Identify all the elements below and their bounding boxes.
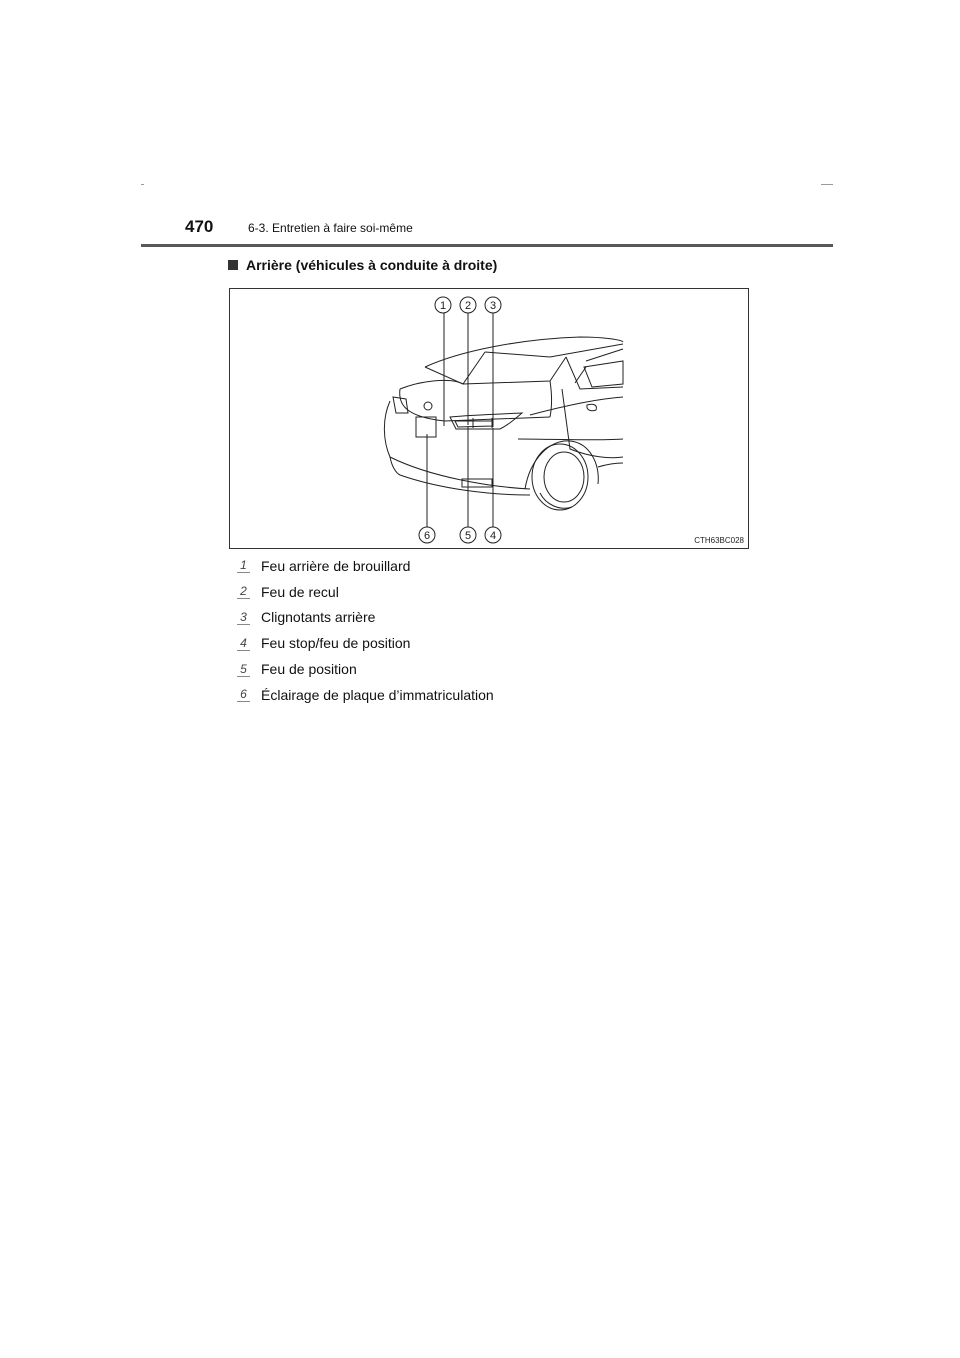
legend-text: Clignotants arrière <box>261 609 376 626</box>
callout-label-4: 4 <box>489 530 497 542</box>
legend-number: 6 <box>237 687 250 702</box>
legend-item <box>237 682 494 708</box>
legend-number: 5 <box>237 662 250 677</box>
figure-code: CTH63BC028 <box>694 536 744 545</box>
legend-text: Éclairage de plaque d’immatriculation <box>261 686 494 703</box>
legend-number: 4 <box>237 636 250 651</box>
legend-number: 1 <box>237 558 250 573</box>
legend-item <box>237 630 494 656</box>
legend-text: Feu de recul <box>261 583 339 600</box>
page-number: 470 <box>185 217 214 236</box>
legend-list <box>237 553 494 708</box>
callout-label-6: 6 <box>423 530 431 542</box>
square-bullet-icon <box>228 260 238 270</box>
legend-item <box>237 656 494 682</box>
legend-item <box>237 579 494 605</box>
legend-number: 3 <box>237 610 250 625</box>
section-title: 6-3. Entretien à faire soi-même <box>248 221 413 235</box>
header-rule <box>141 244 833 247</box>
car-rear-illustration <box>230 289 750 550</box>
section-heading-text: Arrière (véhicules à conduite à droite) <box>246 257 498 273</box>
legend-text: Feu de position <box>261 661 357 678</box>
callout-label-5: 5 <box>464 530 472 542</box>
legend-item <box>237 605 494 631</box>
callout-label-1: 1 <box>439 300 447 312</box>
crop-mark-left <box>141 184 144 185</box>
legend-text: Feu arrière de brouillard <box>261 557 411 574</box>
crop-mark-right <box>821 184 833 185</box>
car-rear-lights-figure <box>229 288 749 549</box>
callout-label-3: 3 <box>489 300 497 312</box>
callout-label-2: 2 <box>464 300 472 312</box>
section-heading <box>228 257 497 273</box>
legend-item <box>237 553 494 579</box>
legend-number: 2 <box>237 584 250 599</box>
legend-text: Feu stop/feu de position <box>261 635 411 652</box>
